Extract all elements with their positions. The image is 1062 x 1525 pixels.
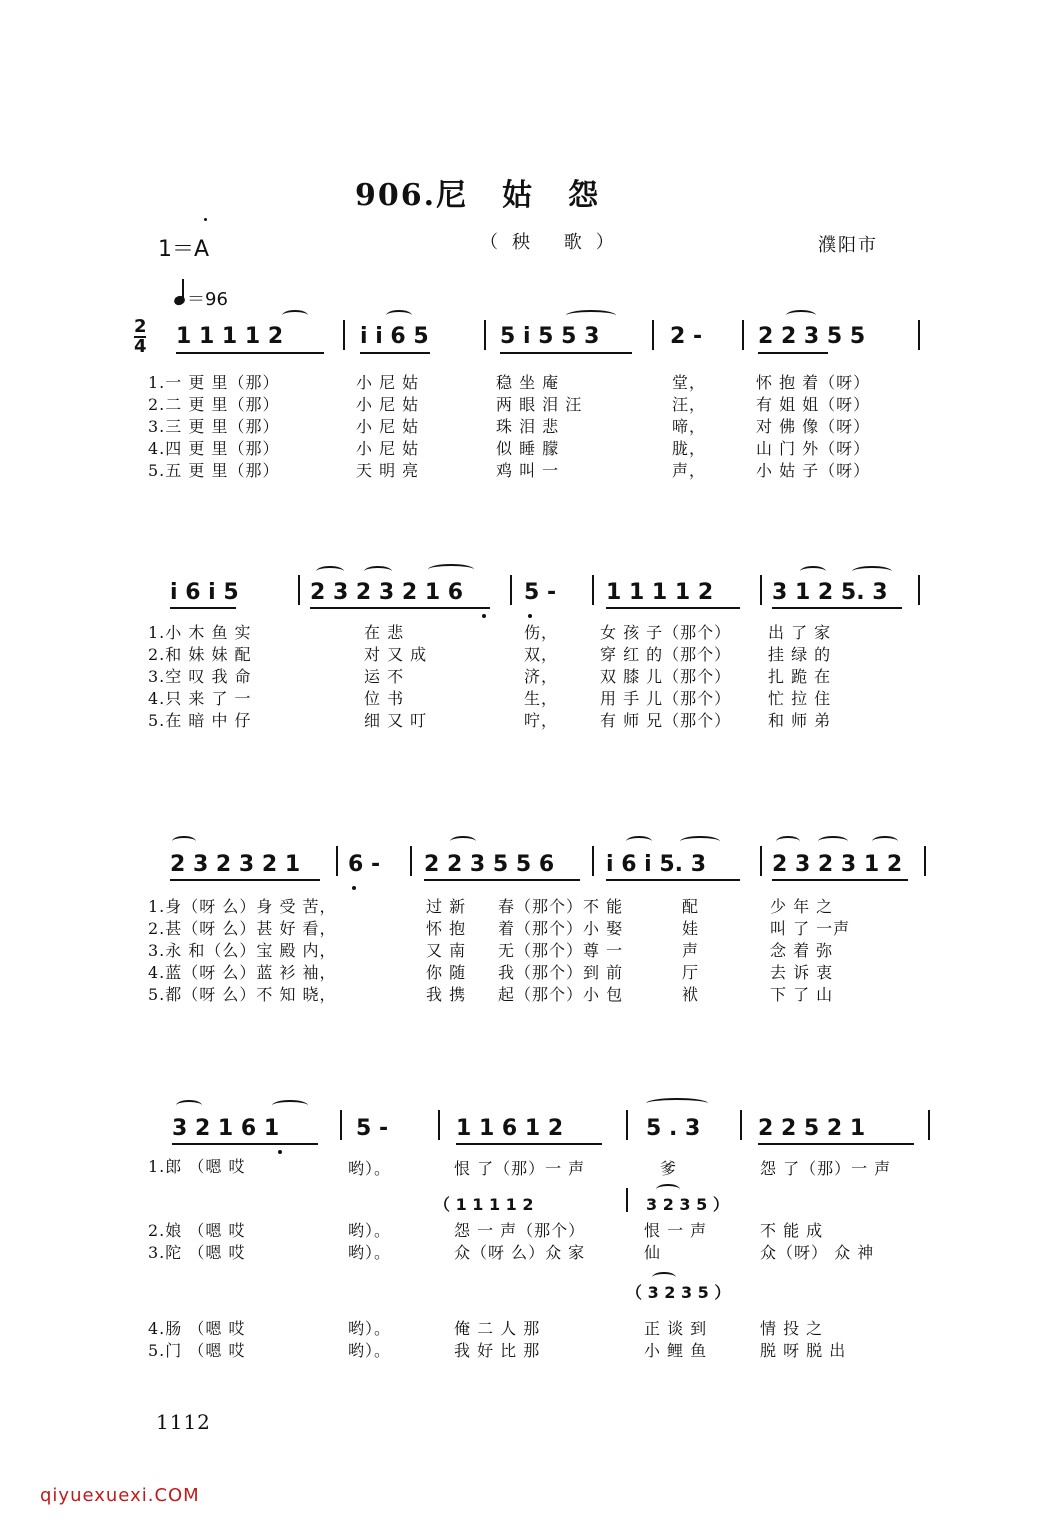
barline (298, 575, 300, 605)
beam (606, 879, 740, 881)
key-signature: 1＝A (158, 237, 210, 262)
barline (510, 575, 512, 605)
barline (343, 320, 345, 350)
beam (758, 1143, 914, 1145)
place-label: 濮阳市 (818, 235, 878, 256)
measure: i i 6 5 (360, 324, 429, 349)
measure: 2 - (670, 324, 703, 349)
barline (438, 1110, 440, 1140)
lyric-column: 怨 一 声（那个） 众（呀 么）众 家 (454, 1221, 586, 1262)
measure: 2 3 2 3 2 1 (170, 852, 301, 877)
barline (340, 1110, 342, 1140)
song-title: 906.尼 姑 怨 (355, 178, 601, 213)
barline (924, 846, 926, 876)
lyric-column: 哟）。 哟）。 (348, 1319, 392, 1360)
beam (170, 607, 236, 609)
measure: 6 - (348, 852, 381, 877)
beam (170, 879, 320, 881)
measure: i 6 i 5 (170, 580, 239, 605)
measure: 1 1 1 1 2 (176, 324, 284, 349)
barline (918, 320, 920, 350)
barline (336, 846, 338, 876)
barline (592, 846, 594, 876)
slur (282, 310, 308, 321)
beam (360, 352, 430, 354)
lyric-column: 配 娃 声 厅 袱 (682, 897, 700, 1004)
lyric-column: 女 孩 子（那个） 穿 红 的（那个） 双 膝 儿（那个） 用 手 儿（那个） 有 师 兄（那个） (600, 623, 732, 730)
lyric-column: 恨 一 声 仙 (644, 1221, 708, 1262)
low-octave-dot (528, 614, 532, 618)
measure: 5 . 3 (646, 1116, 701, 1141)
beam (772, 879, 908, 881)
beam (758, 352, 828, 354)
slur (818, 836, 848, 847)
barline (484, 320, 486, 350)
slur (680, 836, 720, 847)
lyric-column: 1.小 木 鱼 实 2.和 妹 妹 配 3.空 叹 我 命 4.只 来 了 一 5.在 暗 中 仔 (148, 623, 252, 730)
barline (626, 1110, 628, 1140)
slur (872, 836, 898, 847)
slur (566, 310, 616, 321)
watermark: qiyuexuexi.COM (40, 1485, 200, 1506)
slur (176, 1100, 202, 1111)
beam (176, 352, 324, 354)
lyric-column: 哟）。 哟）。 (348, 1221, 392, 1262)
key-dot (204, 218, 207, 221)
barline (626, 1188, 628, 1212)
lyric-column: 伤， 双， 济， 生， 咛， (524, 623, 559, 730)
lyric-column: 1.一 更 里（那） 2.二 更 里（那） 3.三 更 里（那） 4.四 更 里（那） 5.五 更 里（那） (148, 373, 280, 480)
lyric-column: 小 尼 姑 小 尼 姑 小 尼 姑 小 尼 姑 天 明 亮 (356, 373, 420, 480)
measure: 3 1 2 5. 3 (772, 580, 888, 605)
tempo-mark: ＝96 (174, 285, 228, 311)
measure: 1 1 6 1 2 (456, 1116, 564, 1141)
note-stem (182, 279, 184, 299)
beam (500, 352, 632, 354)
barline (760, 575, 762, 605)
slur (626, 836, 652, 847)
lyric-column: 怀 抱 着（呀） 有 姐 姐（呀） 对 佛 像（呀） 山 门 外（呀） 小 姑 子（呀） (756, 373, 871, 480)
beam (772, 607, 902, 609)
barline (652, 320, 654, 350)
low-octave-dot (278, 1150, 282, 1154)
lyric-cell: 哟）。 (348, 1159, 392, 1178)
measure: i 6 i 5. 3 (606, 852, 706, 877)
time-signature: 2 4 (134, 316, 147, 357)
slur (428, 564, 474, 575)
slur (656, 1184, 680, 1195)
lyric-column: 正 谈 到 小 鲤 鱼 (644, 1319, 708, 1360)
measure: 1 1 1 1 2 (606, 580, 714, 605)
barline (592, 575, 594, 605)
slur (800, 566, 826, 577)
slur (172, 836, 196, 847)
lyric-column: 4.肠 （嗯 哎 5.门 （嗯 哎 (148, 1319, 246, 1360)
slur (272, 1100, 308, 1111)
measure: 2 2 5 2 1 (758, 1116, 866, 1141)
barline (742, 320, 744, 350)
measure: 5 - (356, 1116, 389, 1141)
slur (652, 1272, 676, 1283)
beam (310, 607, 490, 609)
measure: 2 3 2 3 1 2 (772, 852, 903, 877)
measure: 2 2 3 5 5 (758, 324, 866, 349)
lyric-column: 1.身（呀 么）身 受 苦， 2.甚（呀 么）甚 好 看， 3.永 和（么）宝 殿 内， 4.蓝（呀 么）蓝 衫 袖， 5.都（呀 么）不 知 晓， (148, 897, 337, 1004)
lyric-column: 俺 二 人 那 我 好 比 那 (454, 1319, 541, 1360)
measure: 5 - (524, 580, 557, 605)
variant-notation: （ 3 2 3 5 ） (626, 1283, 731, 1302)
measure: 3 2 1 6 1 (172, 1116, 280, 1141)
low-octave-dot (352, 886, 356, 890)
measure: 5 i 5 5 3 (500, 324, 600, 349)
barline (928, 1110, 930, 1140)
beam (606, 607, 740, 609)
genre-label: （秧 歌） (480, 232, 628, 253)
slur (450, 836, 476, 847)
measure: 2 3 2 3 2 1 6 (310, 580, 464, 605)
lyric-column: 2.娘 （嗯 哎 3.陀 （嗯 哎 (148, 1221, 246, 1262)
lyric-column: 不 能 成 众（呀） 众 神 (760, 1221, 875, 1262)
lyric-column: 1.郎 （嗯 哎 (148, 1157, 246, 1176)
lyric-cell: 恨 了（那）一 声 (454, 1159, 586, 1178)
lyric-column: 稳 坐 庵 两 眼 泪 汪 珠 泪 悲 似 睡 朦 鸡 叫 一 (496, 373, 583, 480)
slur (364, 566, 392, 577)
lyric-column: 出 了 家 挂 绿 的 扎 跪 在 忙 拉 住 和 师 弟 (768, 623, 832, 730)
beam (172, 1143, 318, 1145)
variant-notation: 3 2 3 5 ） (646, 1195, 729, 1214)
lyric-column: 堂， 汪， 啼， 胧， 声， (672, 373, 707, 480)
low-octave-dot (482, 614, 486, 618)
measure: 2 2 3 5 5 6 (424, 852, 555, 877)
barline (410, 846, 412, 876)
lyric-column: 过 新 怀 抱 又 南 你 随 我 携 (426, 897, 467, 1004)
barline (918, 575, 920, 605)
lyric-cell: 爹 (660, 1159, 678, 1178)
beam (456, 1143, 602, 1145)
beam (424, 879, 580, 881)
slur (386, 310, 412, 321)
slur (786, 310, 816, 321)
lyric-column: 春（那个）不 能 着（那个）小 娶 无（那个）尊 一 我（那个）到 前 起（那个）小 包 (498, 897, 624, 1004)
slur (852, 566, 892, 577)
page-number: 1112 (156, 1410, 211, 1434)
barline (740, 1110, 742, 1140)
barline (760, 846, 762, 876)
lyric-column: 少 年 之 叫 了 一声 念 着 弥 去 诉 衷 下 了 山 (770, 897, 851, 1004)
quarter-note-icon (173, 294, 186, 306)
slur (646, 1098, 708, 1109)
slur (776, 836, 800, 847)
lyric-cell: 怨 了（那）一 声 (760, 1159, 892, 1178)
variant-notation: （ 1 1 1 1 2 (434, 1195, 534, 1214)
lyric-column: 情 投 之 脱 呀 脱 出 (760, 1319, 847, 1360)
slur (316, 566, 344, 577)
lyric-column: 在 悲 对 又 成 运 不 位 书 细 又 叮 (364, 623, 428, 730)
